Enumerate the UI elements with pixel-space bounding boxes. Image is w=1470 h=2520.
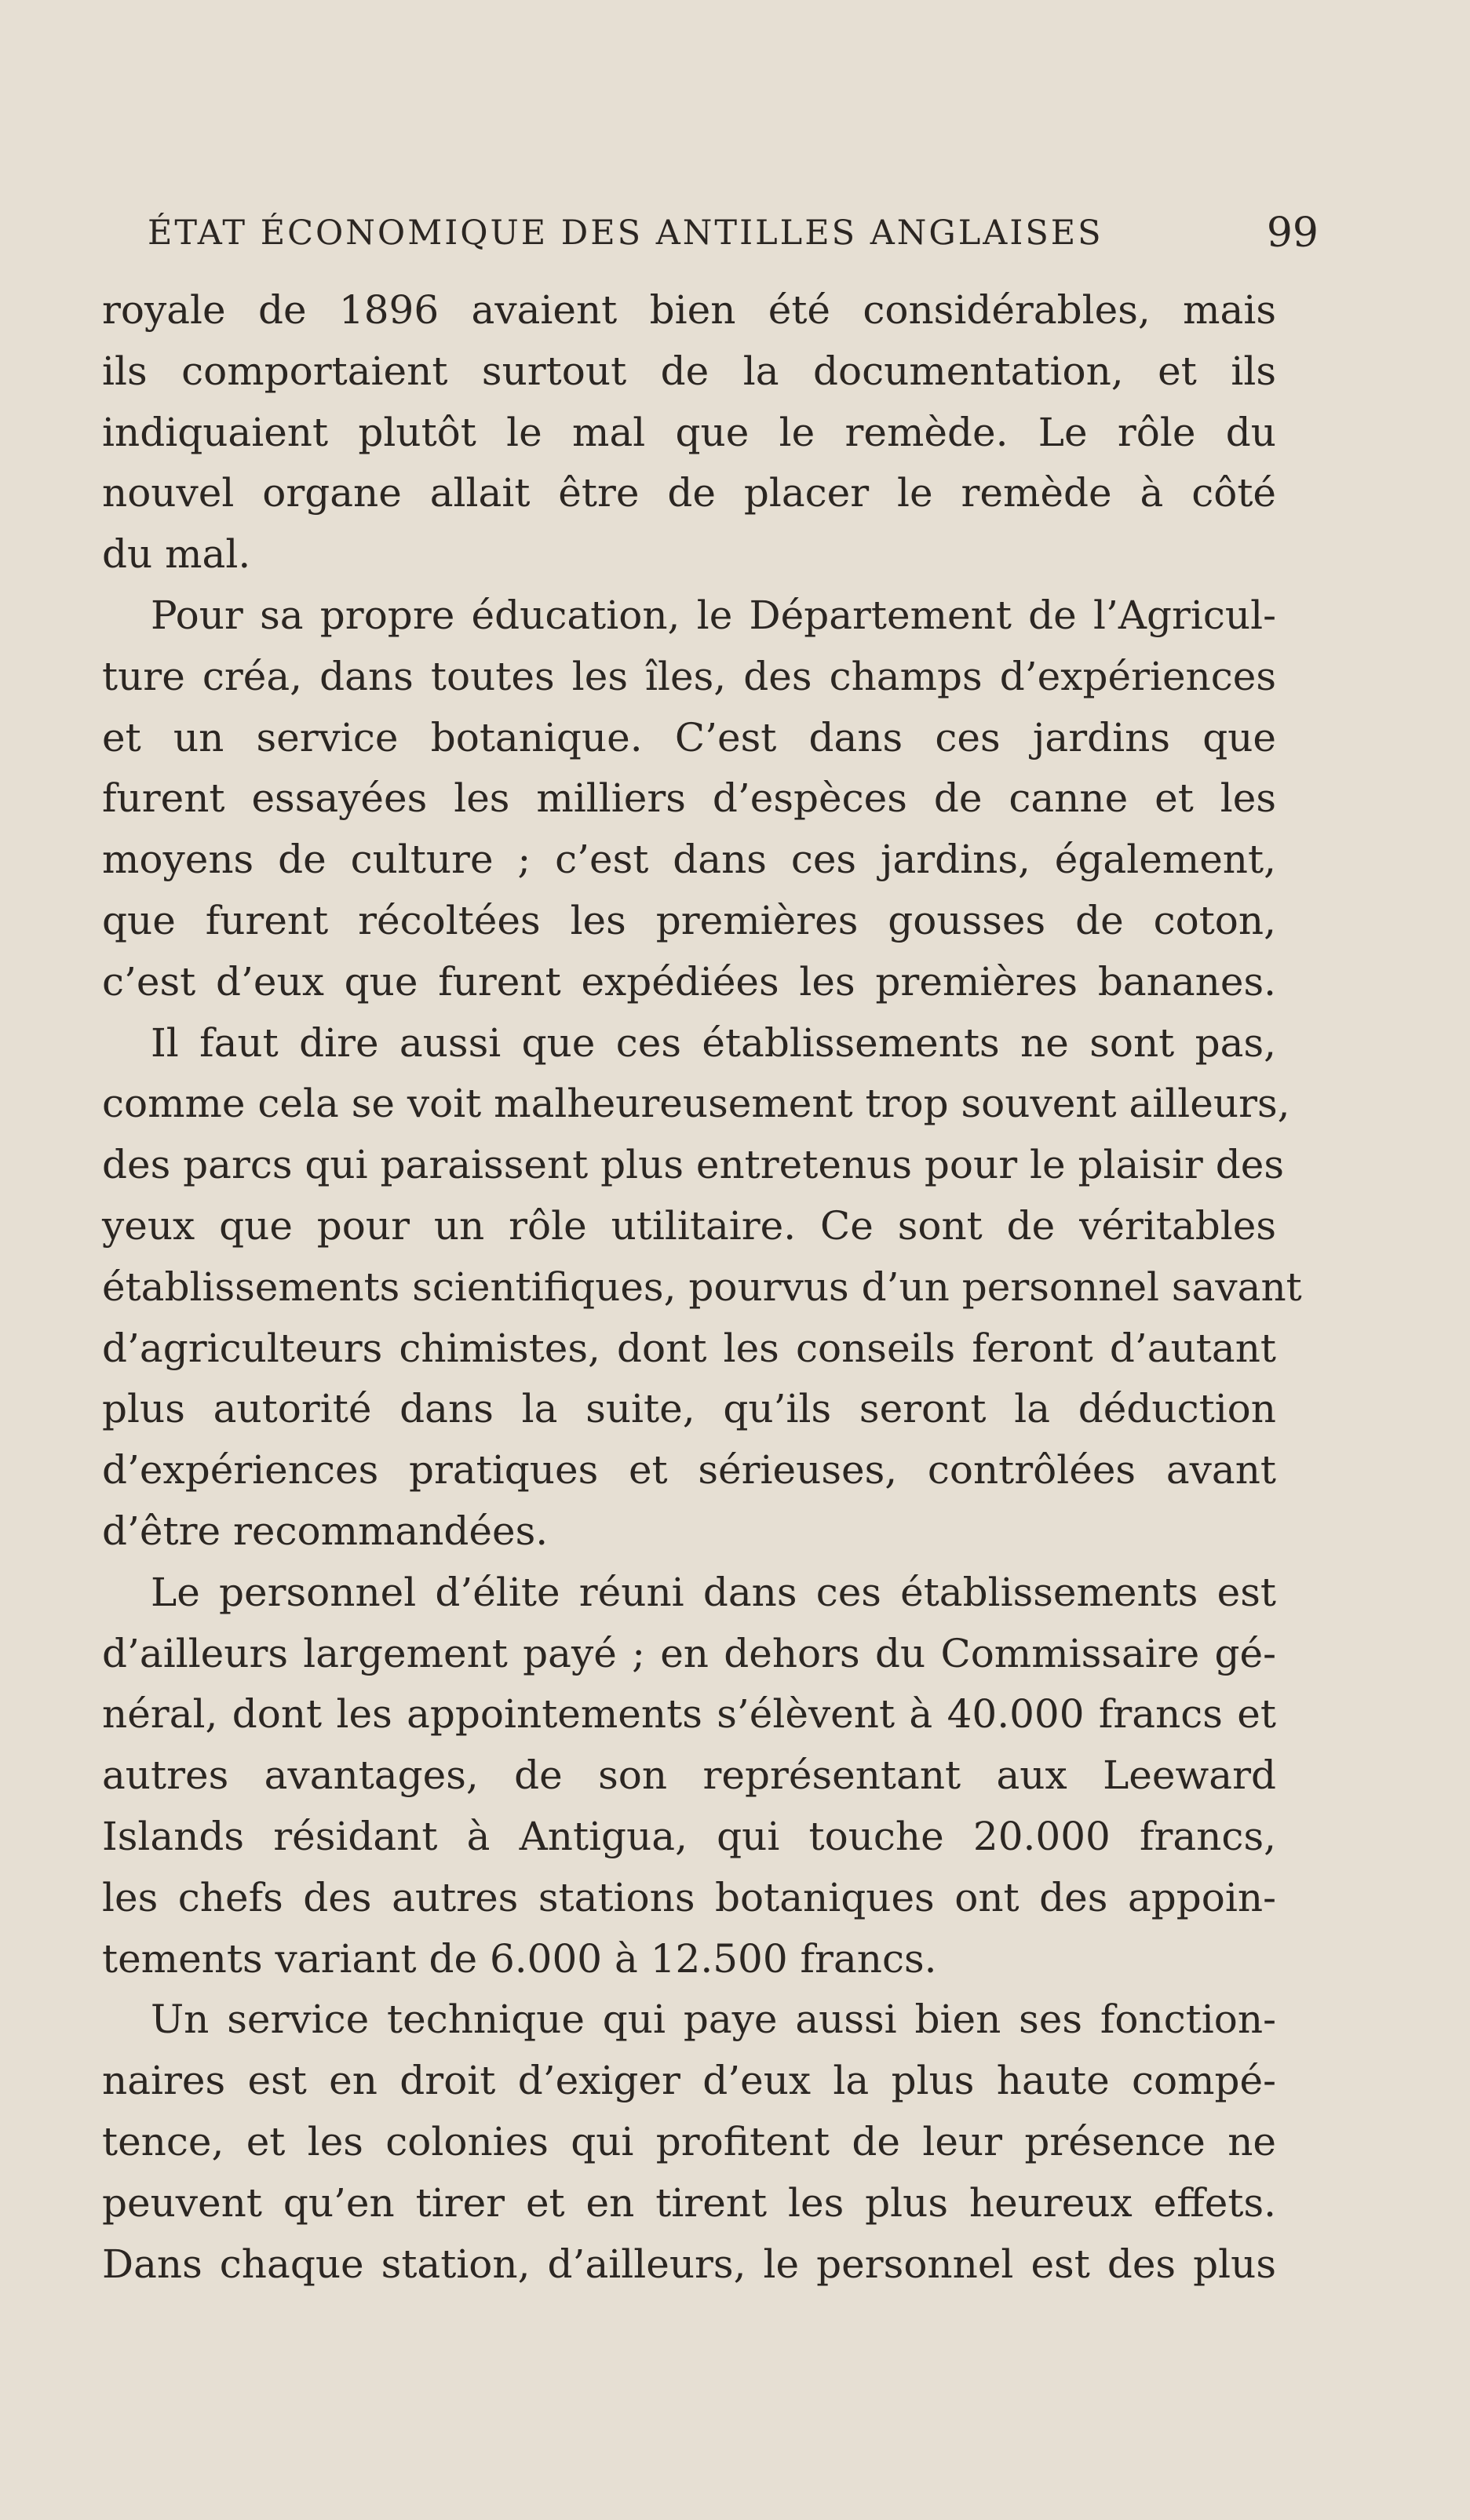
text-line: d’ailleurs largement payé ; en dehors du Commissaire gé- xyxy=(102,1630,1276,1676)
text-line: nouvel organe allait être de placer le remède à côté xyxy=(102,470,1276,516)
text-line: établissements scientifiques, pourvus d’un personnel savant xyxy=(102,1264,1302,1310)
text-line: ils comportaient surtout de la documentation, et ils xyxy=(102,348,1276,394)
running-header xyxy=(148,206,1319,261)
text-line: d’expériences pratiques et sérieuses, contrôlées avant xyxy=(102,1447,1276,1493)
text-line: c’est d’eux que furent expédiées les premières bananes. xyxy=(102,958,1276,1005)
text-line: Le personnel d’élite réuni dans ces établissements est xyxy=(151,1569,1276,1615)
text-line: tements variant de 6.000 à 12.500 francs. xyxy=(102,1935,937,1982)
text-line: ture créa, dans toutes les îles, des champs d’expériences xyxy=(102,653,1276,699)
text-line: d’être recommandées. xyxy=(102,1508,549,1554)
text-line: Il faut dire aussi que ces établissements ne sont pas, xyxy=(151,1019,1276,1066)
page-number: 99 xyxy=(1266,210,1319,257)
text-line: comme cela se voit malheureusement trop souvent ailleurs, xyxy=(102,1081,1290,1127)
text-line: des parcs qui paraissent plus entretenus pour le plaisir des xyxy=(102,1142,1284,1188)
text-line: et un service botanique. C’est dans ces jardins que xyxy=(102,714,1276,760)
text-line: Dans chaque station, d’ailleurs, le personnel est des plus xyxy=(102,2241,1276,2287)
text-line: d’agriculteurs chimistes, dont les conseils feront d’autant xyxy=(102,1325,1276,1371)
text-line: du mal. xyxy=(102,531,251,578)
text-line: yeux que pour un rôle utilitaire. Ce sont de véritables xyxy=(102,1202,1276,1249)
body-text xyxy=(102,280,1302,2295)
text-line: que furent récoltées les premières gousses de coton, xyxy=(102,897,1276,943)
text-line: Pour sa propre éducation, le Département de l’Agricul- xyxy=(151,592,1276,638)
text-line: les chefs des autres stations botaniques ont des appoin- xyxy=(102,1874,1276,1920)
text-line: royale de 1896 avaient bien été considérables, mais xyxy=(102,287,1276,333)
text-line: autres avantages, de son représentant aux Leeward xyxy=(102,1752,1276,1799)
text-line: plus autorité dans la suite, qu’ils seront la déduction xyxy=(102,1386,1276,1432)
text-line: furent essayées les milliers d’espèces de canne et les xyxy=(102,775,1276,822)
text-line: peuvent qu’en tirer et en tirent les plus heureux effets. xyxy=(102,2179,1276,2226)
text-line: tence, et les colonies qui profitent de leur présence ne xyxy=(102,2118,1276,2164)
text-line: Islands résidant à Antigua, qui touche 20.000 francs, xyxy=(102,1813,1276,1859)
text-line: néral, dont les appointements s’élèvent à 40.000 francs et xyxy=(102,1691,1276,1738)
running-title: ÉTAT ÉCONOMIQUE DES ANTILLES ANGLAISES xyxy=(148,213,1103,253)
text-line: naires est en droit d’exiger d’eux la plus haute compé- xyxy=(102,2058,1276,2104)
text-line: Un service technique qui paye aussi bien ses fonction- xyxy=(151,1997,1276,2043)
text-line: moyens de culture ; c’est dans ces jardins, également, xyxy=(102,837,1276,883)
text-line: indiquaient plutôt le mal que le remède. Le rôle du xyxy=(102,409,1276,455)
